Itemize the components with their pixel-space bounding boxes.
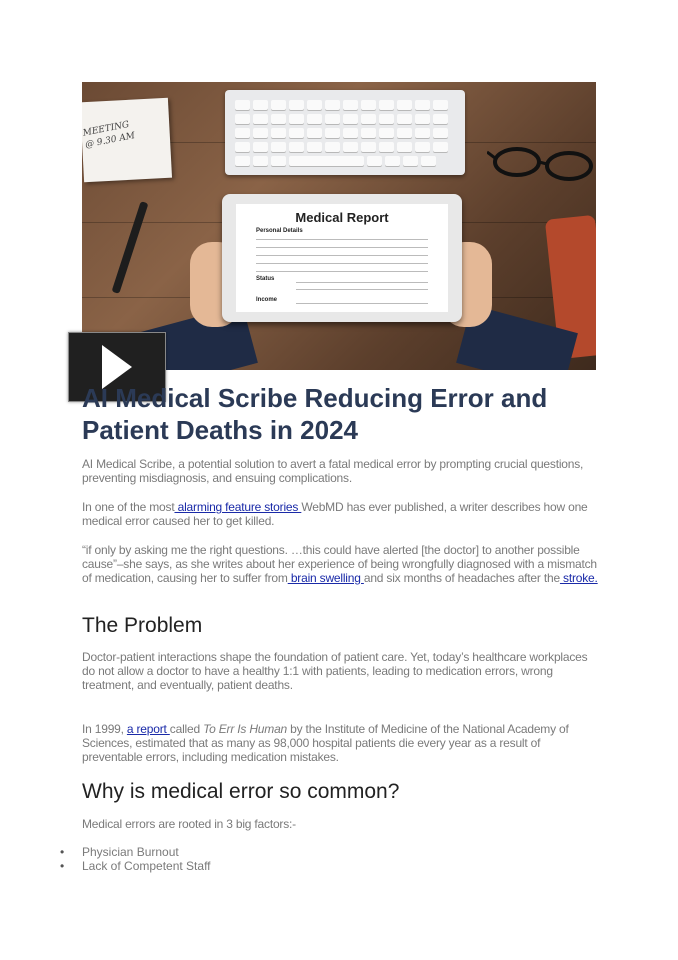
tablet-illustration [222, 194, 462, 322]
report-section-personal: Personal Details [256, 228, 303, 234]
sticky-note [82, 98, 172, 182]
paragraph-webmd: In one of the most alarming feature stories WebMD has ever published, a writer describes how one medical error caused her to get killed. [82, 500, 588, 528]
paragraph-1999-report: In 1999, a report called To Err Is Human by the Institute of Medicine of the National Academy of Sciences, estimated that as many as 98,000 hospital patients die every year as a result of preventable errors, including medication mistakes. [82, 722, 569, 764]
report-title: Medical Report [295, 210, 389, 225]
report-section-income: Income [256, 297, 278, 303]
intro-paragraph: AI Medical Scribe, a potential solution to avert a fatal medical error by prompting crucial questions, preventing misdiagnosis, and ensuing complications. [82, 457, 584, 485]
tablet-screen [236, 204, 448, 312]
list-item: • Physician Burnout [60, 845, 179, 859]
alarming-feature-stories-link[interactable]: alarming feature stories [174, 500, 302, 514]
factors-list [58, 845, 211, 873]
pen-illustration [112, 201, 149, 294]
paragraph-problem: Doctor-patient interactions shape the foundation of patient care. Yet, today’s healthcare workplaces do not allow a doctor to have a healthy 1:1 with patients, leading to medication errors, wrong treatment, and eventually, patient deaths. [82, 650, 588, 692]
stroke-link[interactable]: stroke. [559, 571, 598, 585]
bullet-icon: • [60, 859, 65, 873]
a-report-link[interactable]: a report [126, 722, 170, 736]
glasses-illustration [487, 142, 596, 182]
note-text: MEETING @ 9.30 AM [82, 119, 136, 151]
report-section-status: Status [256, 276, 275, 282]
article-title: AI Medical Scribe Reducing Error and Patient Deaths in 2024 [82, 383, 548, 445]
list-item: • Lack of Competent Staff [60, 859, 211, 873]
brain-swelling-link[interactable]: brain swelling [287, 571, 364, 585]
paragraph-quote: “if only by asking me the right questions. …this could have alerted [the doctor] to another possible cause”–she says, as she writes about her experience of being wrongfully diagnosed with a mismatch of medication, causing her to suffer from brain swelling and six months of headaches after the stroke. [82, 543, 598, 585]
bullet-icon: • [60, 845, 65, 859]
paragraph-factors: Medical errors are rooted in 3 big factors:- [82, 817, 296, 831]
heading-why-common: Why is medical error so common? [82, 780, 400, 803]
heading-the-problem: The Problem [82, 614, 203, 637]
hero-image [82, 82, 596, 370]
keyboard-illustration [225, 90, 465, 175]
